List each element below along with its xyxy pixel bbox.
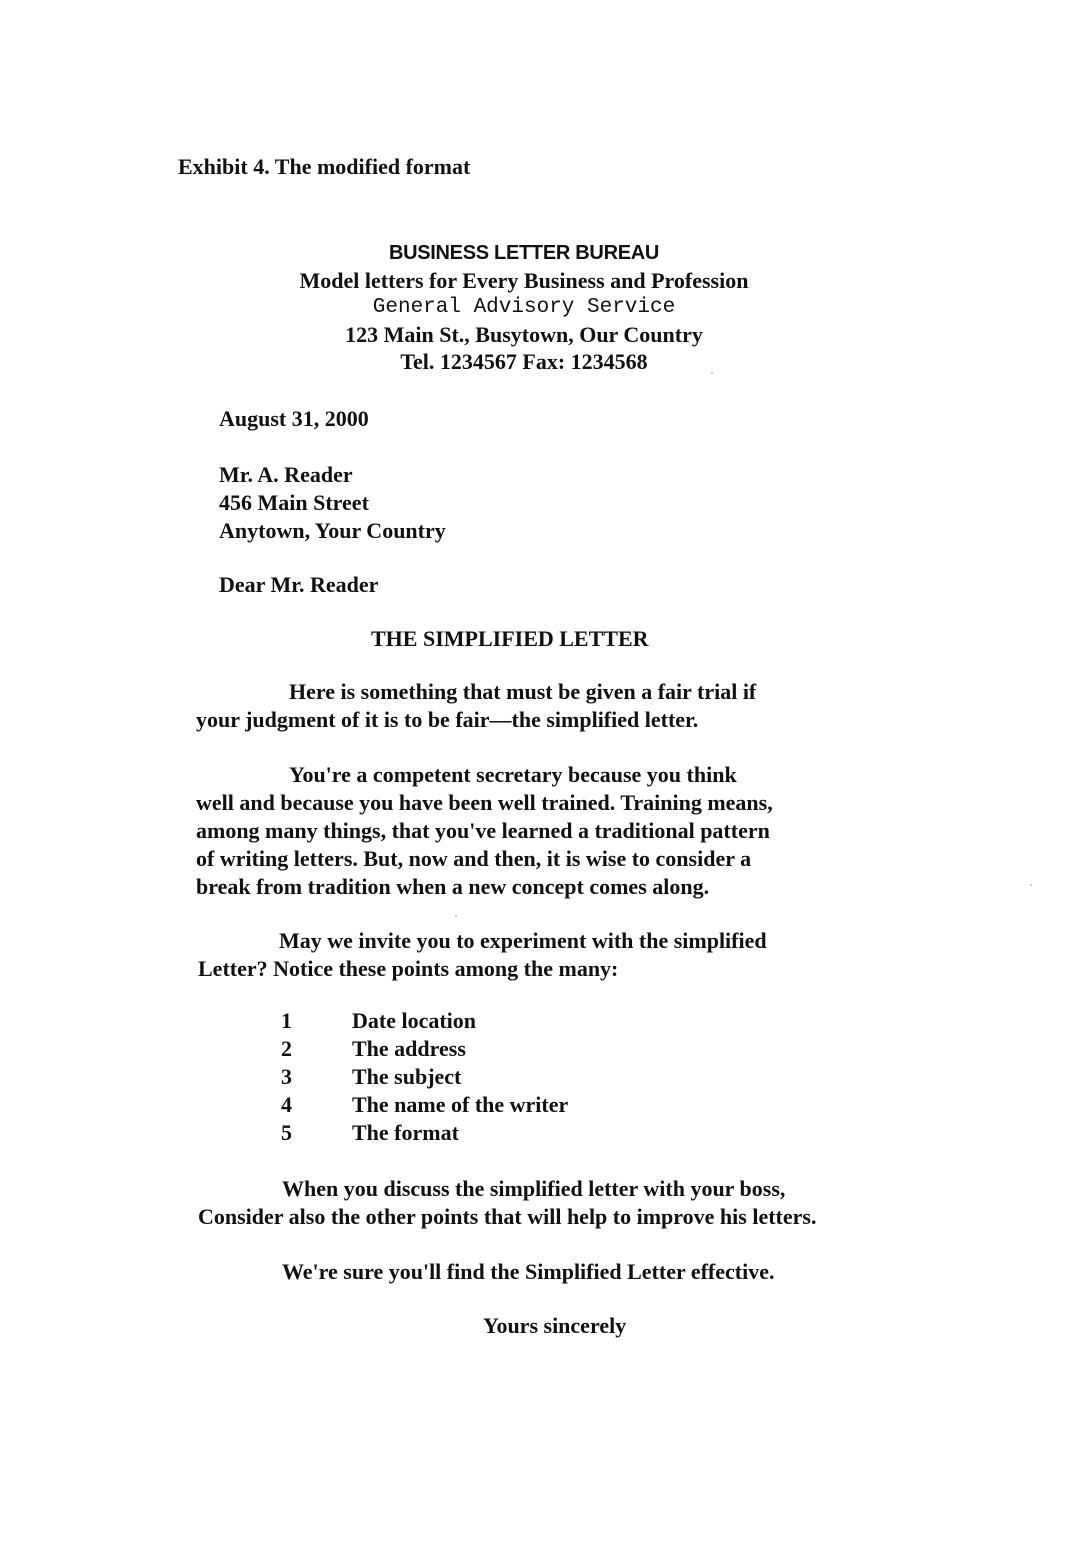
letterhead-address: 123 Main St., Busytown, Our Country	[345, 322, 703, 347]
paragraph-line: your judgment of it is to be fair—the simplified letter.	[196, 707, 699, 732]
list-item-text: The subject	[352, 1064, 462, 1089]
paragraph-line: We're sure you'll find the Simplified Letter effective.	[282, 1259, 775, 1284]
paragraph-line: of writing letters. But, now and then, it is wise to consider a	[196, 846, 752, 871]
letterhead-company: BUSINESS LETTER BUREAU	[388, 242, 660, 264]
paragraph-line: break from tradition when a new concept comes along.	[196, 874, 710, 899]
exhibit-title: Exhibit 4. The modified format	[178, 154, 471, 179]
paragraph-line: When you discuss the simplified letter with your boss,	[282, 1176, 786, 1201]
closing: Yours sincerely	[483, 1313, 627, 1338]
recipient-address	[219, 461, 446, 545]
body-paragraph-3	[196, 927, 767, 983]
recipient-street: 456 Main Street	[219, 490, 369, 515]
list-item-number: 3	[281, 1064, 292, 1089]
recipient-city: Anytown, Your Country	[219, 518, 446, 543]
body-paragraph-2	[196, 761, 773, 901]
list-item-text: The address	[352, 1036, 466, 1061]
list-item-text: The format	[352, 1120, 459, 1145]
body-paragraph-5	[196, 1258, 774, 1286]
paragraph-line: You're a competent secretary because you think	[289, 762, 737, 787]
letter-date: August 31, 2000	[219, 406, 369, 431]
paragraph-line: Here is something that must be given a fair trial if	[289, 679, 757, 704]
paragraph-line: Consider also the other points that will help to improve his letters.	[198, 1204, 817, 1229]
scan-speck	[1030, 884, 1032, 886]
list-item-text: The name of the writer	[352, 1092, 569, 1117]
letterhead	[240, 240, 808, 375]
list-item-number: 1	[281, 1008, 292, 1033]
paragraph-line: Letter? Notice these points among the many:	[198, 956, 619, 981]
list-item-number: 5	[281, 1120, 292, 1145]
list-item-text: Date location	[352, 1008, 477, 1033]
paragraph-line: among many things, that you've learned a traditional pattern	[196, 818, 770, 843]
recipient-name: Mr. A. Reader	[219, 462, 353, 487]
body-paragraph-1	[196, 678, 756, 734]
letterhead-tagline: Model letters for Every Business and Profession	[299, 268, 749, 293]
letterhead-contact: Tel. 1234567 Fax: 1234568	[400, 349, 648, 374]
scan-speck	[455, 915, 457, 917]
scan-speck	[711, 372, 713, 374]
paragraph-line: May we invite you to experiment with the simplified	[279, 928, 767, 953]
list-item-number: 2	[281, 1036, 292, 1061]
subject-line: THE SIMPLIFIED LETTER	[371, 626, 649, 651]
paragraph-line: well and because you have been well trained. Training means,	[196, 790, 773, 815]
body-paragraph-4	[196, 1175, 816, 1231]
letterhead-service: General Advisory Service	[372, 296, 676, 319]
salutation: Dear Mr. Reader	[219, 572, 379, 597]
list-item-number: 4	[281, 1092, 292, 1117]
